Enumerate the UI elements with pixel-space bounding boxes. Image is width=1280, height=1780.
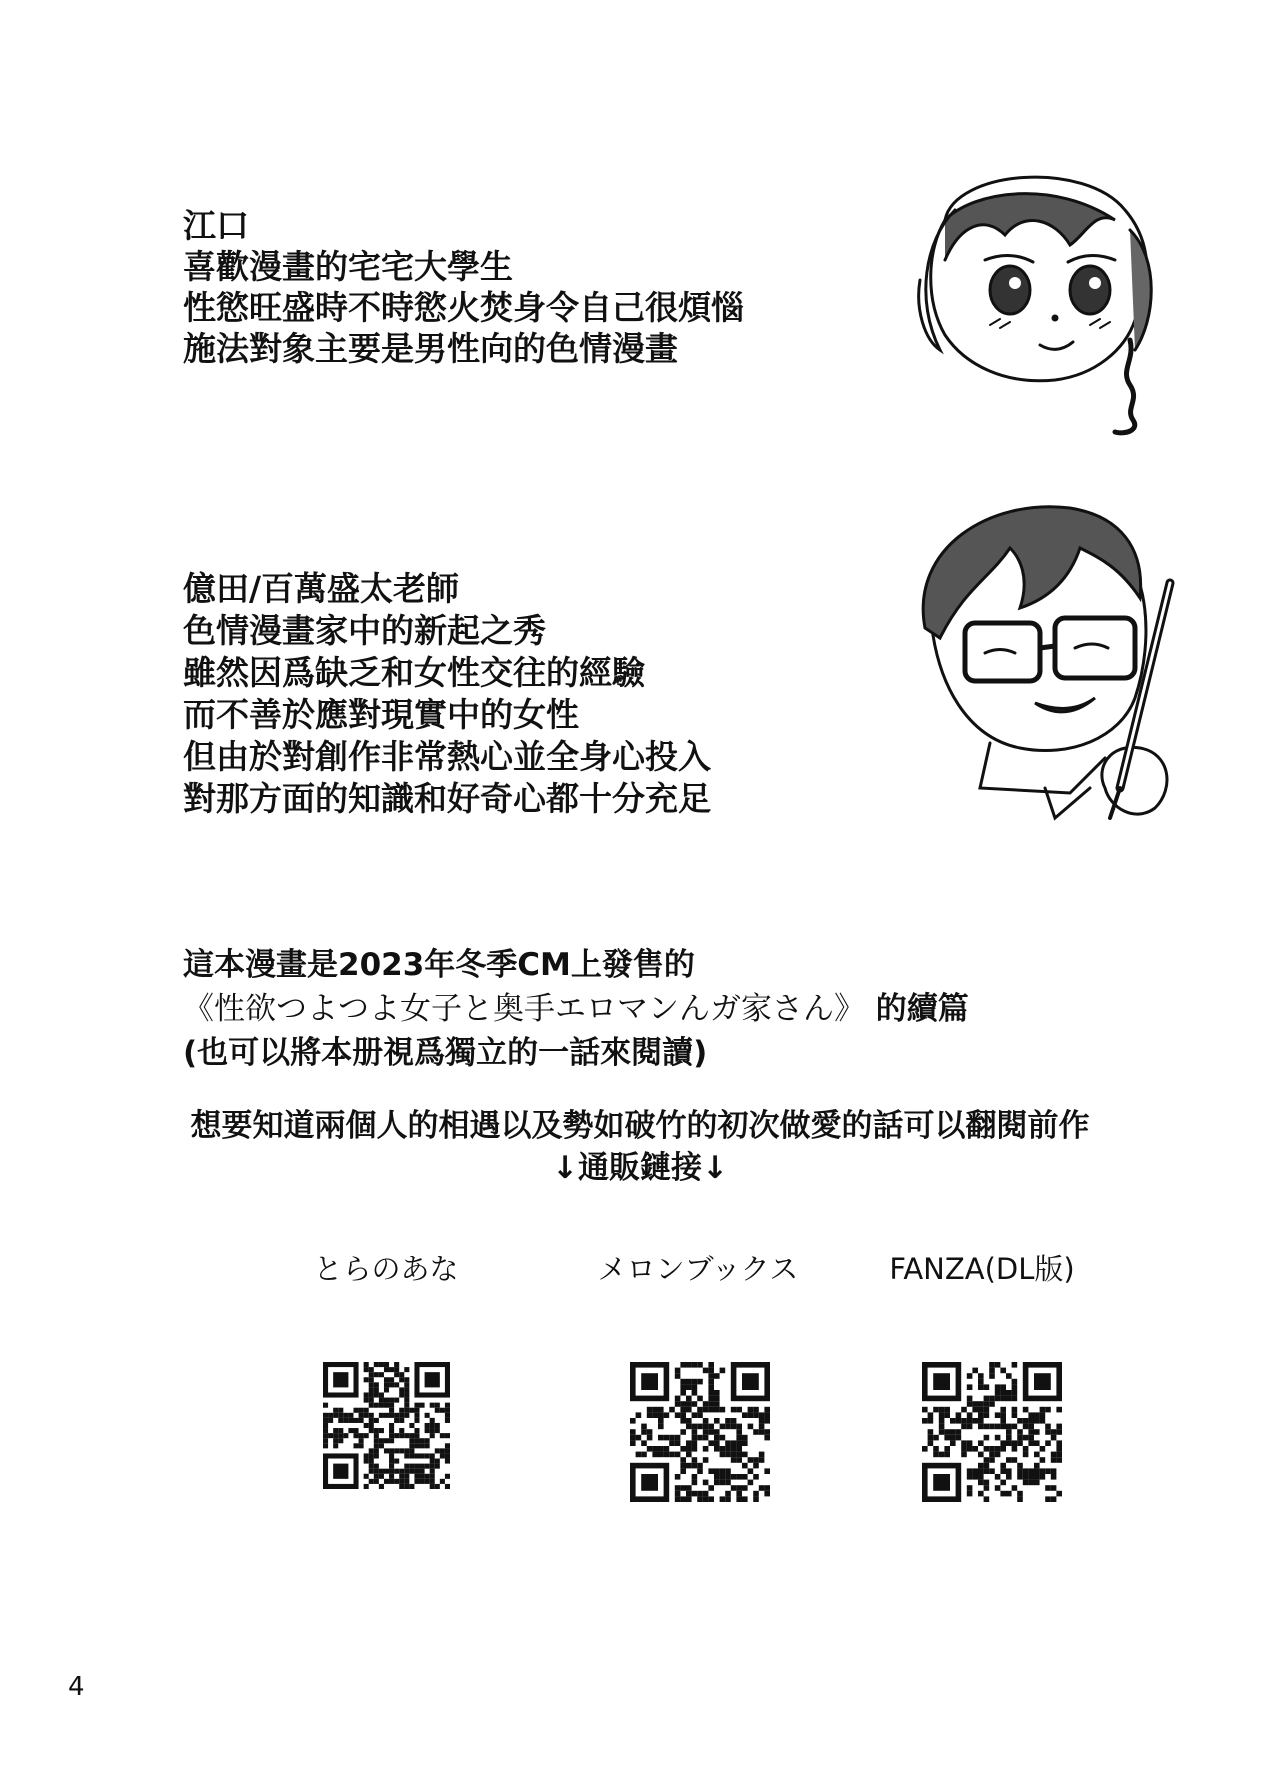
sequel-note — [183, 943, 969, 1075]
qr-code-fanza[interactable] — [922, 1362, 1062, 1502]
character-okuda-illustration — [870, 488, 1200, 838]
character-eguchi-profile — [183, 205, 744, 369]
character-okuda-profile — [183, 568, 711, 820]
store-label-toranoana: とらのあな — [313, 1252, 459, 1286]
standalone-note: (也可以將本册視爲獨立的一話來閱讀) — [183, 1035, 708, 1071]
previous-work-title: 《性欲つよつよ女子と奥手エロマンんガ家さん》 的續篇 — [183, 991, 969, 1027]
previous-work-prompt — [0, 1105, 1280, 1189]
store-label-fanza: FANZA(DL版) — [889, 1252, 1075, 1286]
profile-line: 性慾旺盛時不時慾火焚身令自己很煩惱 — [183, 288, 744, 327]
store-label-melonbooks: メロンブックス — [597, 1252, 799, 1286]
release-info: 這本漫畫是2023年冬季CM上發售的 — [183, 947, 695, 983]
prompt-text: 想要知道兩個人的相遇以及勢如破竹的初次做愛的話可以翻閱前作 — [190, 1108, 1090, 1144]
shop-links-heading: ↓通販鏈接↓ — [552, 1150, 728, 1186]
profile-line: 但由於對創作非常熱心並全身心投入 — [183, 737, 711, 776]
character-name: 江口 — [183, 206, 249, 245]
qr-code-melonbooks[interactable] — [630, 1362, 770, 1502]
page-number: 4 — [68, 1672, 85, 1702]
character-name: 億田/百萬盛太老師 — [183, 569, 460, 608]
qr-code-toranoana[interactable] — [323, 1362, 450, 1489]
profile-line: 雖然因爲缺乏和女性交往的經驗 — [183, 653, 645, 692]
profile-line: 而不善於應對現實中的女性 — [183, 695, 579, 734]
profile-line: 施法對象主要是男性向的色情漫畫 — [183, 329, 678, 368]
profile-line: 色情漫畫家中的新起之秀 — [183, 611, 546, 650]
profile-line: 喜歡漫畫的宅宅大學生 — [183, 247, 513, 286]
character-eguchi-illustration — [885, 150, 1185, 440]
profile-line: 對那方面的知識和好奇心都十分充足 — [183, 779, 711, 818]
